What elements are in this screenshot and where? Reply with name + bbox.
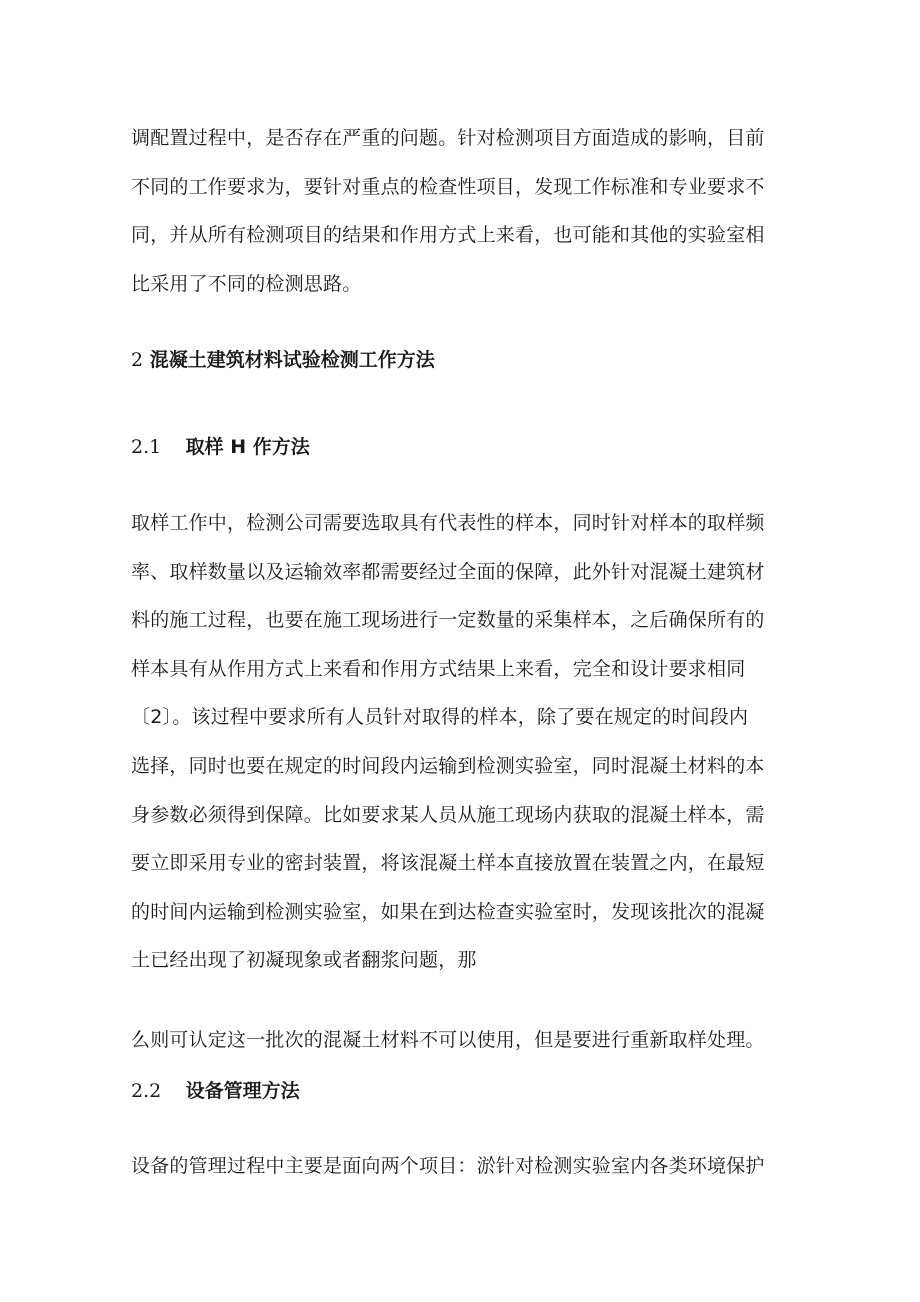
text-line: 取样工作中，检测公司需要选取具有代表性的样本，同时针对样本的取样频 — [131, 512, 765, 534]
subsection-title: 设备管理方法 — [185, 1080, 300, 1102]
text-line: 不同的工作要求为，要针对重点的检查性项目，发现工作标准和专业要求不 — [131, 175, 765, 198]
text-line: 的时间内运输到检测实验室，如果在到达检查实验室时，发现该批次的混凝 — [131, 900, 765, 923]
text-line: 料的施工过程，也要在施工现场进行一定数量的采集样本，之后确保所有的 — [131, 609, 765, 632]
paragraph-equipment — [131, 1142, 801, 1191]
text-line: 样本具有从作用方式上来看和作用方式结果上来看，完全和设计要求相同 — [131, 657, 746, 680]
paragraph-sampling-continued — [131, 1016, 801, 1065]
text-line: 土已经出现了初凝现象或者翻浆问题，那 — [131, 949, 477, 972]
text-line: 选择，同时也要在规定的时间段内运输到检测实验室，同时混凝土材料的本 — [131, 754, 765, 777]
text-line: 设备的管理过程中主要是面向两个项目：淤针对检测实验室内各类环境保护 — [131, 1155, 765, 1177]
subsection-number: 2.2 — [131, 1080, 162, 1102]
subsection-number: 2.1 — [131, 436, 162, 458]
text-line: 率、取样数量以及运输效率都需要经过全面的保障，此外针对混凝土建筑材 — [131, 560, 765, 583]
text-line: 么则可认定这一批次的混凝土材料不可以使用，但是要进行重新取样处理。 — [131, 1029, 765, 1051]
section-title: 混凝土建筑材料试验检测工作方法 — [149, 349, 435, 371]
paragraph-sampling — [131, 499, 801, 985]
text-line: 比采用了不同的检测思路。 — [131, 272, 362, 295]
subsection-heading-2-2 — [131, 1076, 300, 1106]
text-line: 同，并从所有检测项目的结果和作用方式上来看，也可能和其他的实验室相 — [131, 224, 765, 247]
section-number: 2 — [131, 349, 144, 371]
text-line: 要立即采用专业的密封装置，将该混凝土样本直接放置在装置之内，在最短 — [131, 852, 765, 875]
text-line: 身参数必须得到保障。比如要求某人员从施工现场内获取的混凝土样本，需 — [131, 803, 765, 826]
text-line: 〔2〕。该过程中要求所有人员针对取得的样本，除了要在规定的时间段内 — [131, 706, 749, 729]
section-heading-2 — [131, 345, 435, 375]
paragraph-intro — [131, 114, 801, 308]
subsection-title: 取样 H 作方法 — [185, 436, 310, 458]
text-line: 调配置过程中，是否存在严重的问题。针对检测项目方面造成的影响，目前 — [131, 127, 765, 149]
subsection-heading-2-1 — [131, 432, 310, 462]
